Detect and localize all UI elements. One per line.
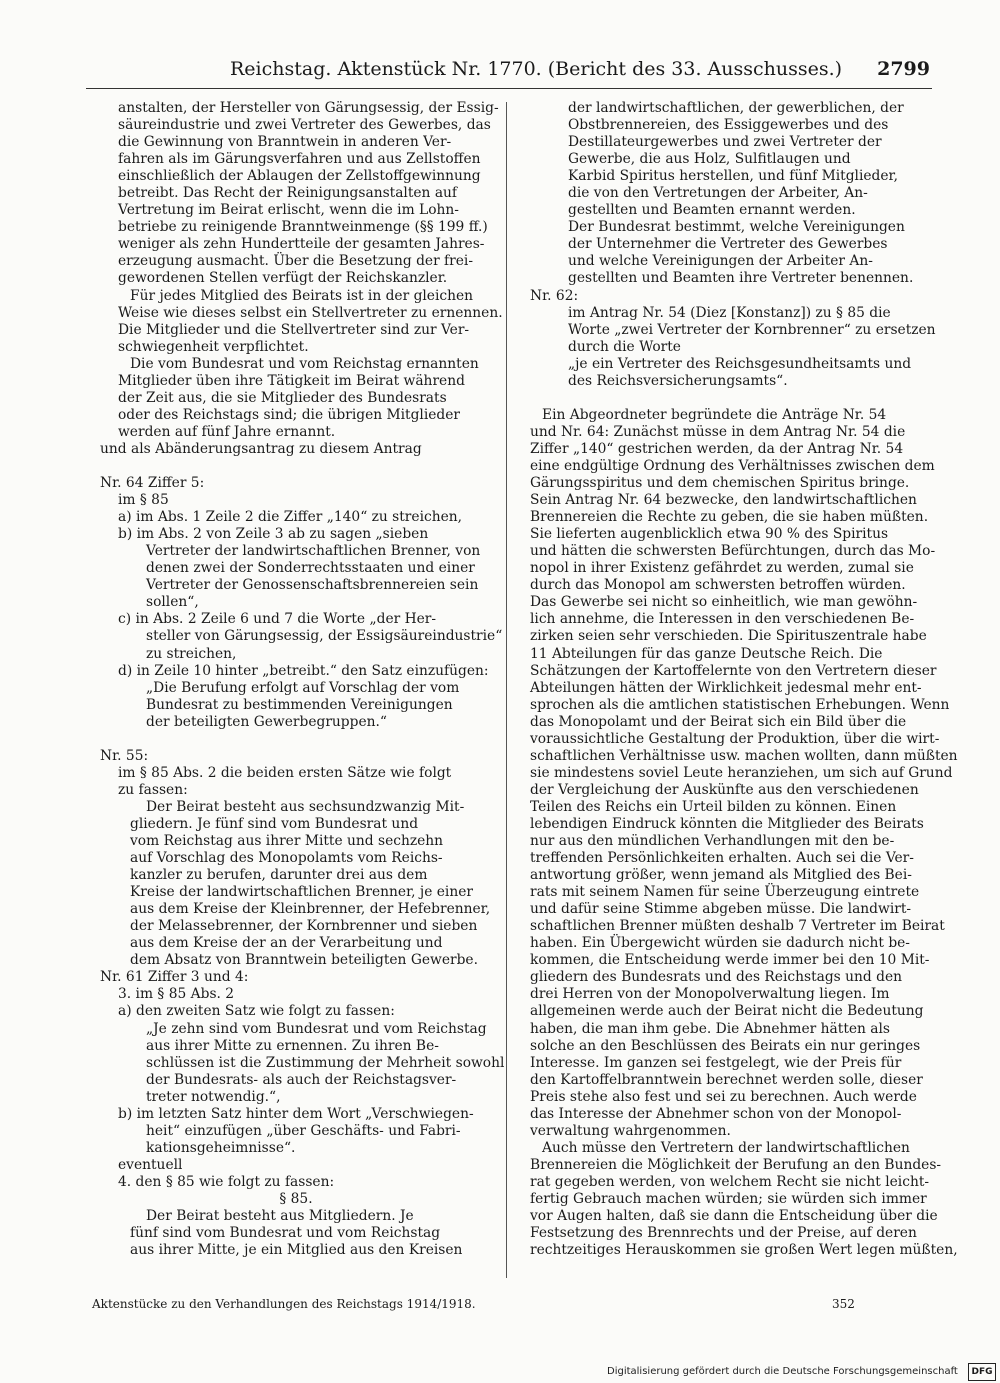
text-line: haben. Ein Übergewicht würden sie dadurch nicht be- — [530, 935, 910, 952]
text-line: im § 85 — [118, 492, 169, 509]
text-line: betriebe zu reinigende Branntweinmenge (§§ 199 ff.) — [118, 219, 488, 236]
text-line: Gärungsspiritus und dem chemischen Spiritus bringe. — [530, 475, 910, 492]
text-line: steller von Gärungsessig, der Essigsäureindustrie“ — [146, 628, 503, 645]
text-line: antwortung größer, wenn jemand als Mitglied des Bei- — [530, 867, 912, 884]
text-line: im Antrag Nr. 54 (Diez [Konstanz]) zu § 85 die — [568, 304, 891, 321]
text-line: Kreise der landwirtschaftlichen Brenner, je einer — [130, 884, 473, 901]
text-line: Sein Antrag Nr. 64 bezwecke, den landwirtschaftlichen — [530, 492, 917, 509]
text-line: sollen“, — [146, 594, 199, 611]
text-line: gliedern. Je fünf sind vom Bundesrat und — [130, 815, 419, 832]
text-line: lich annehme, die Interessen in den verschiedenen Be- — [530, 611, 915, 628]
text-line: dem Absatz von Branntwein beteiligten Gewerbe. — [130, 952, 478, 969]
text-line: Die vom Bundesrat und vom Reichstag ernannten — [130, 355, 479, 372]
text-line: erzeugung ausmacht. Über die Besetzung der frei- — [118, 253, 474, 270]
text-line: Festsetzung des Brennrechts und der Preise, auf deren — [530, 1225, 917, 1242]
text-line: im § 85 Abs. 2 die beiden ersten Sätze wie folgt — [118, 764, 452, 781]
text-line: aus ihrer Mitte, je ein Mitglied aus den Kreisen — [130, 1242, 463, 1259]
text-line: und hätten die schwersten Befürchtungen, durch das Mo- — [530, 543, 936, 560]
text-line: vor Augen halten, daß sie dann die Entscheidung über die — [530, 1208, 938, 1225]
text-line: schwiegenheit verpflichtet. — [118, 338, 309, 355]
text-line: Nr. 61 Ziffer 3 und 4: — [100, 969, 249, 986]
text-line: Preis stehe also fest und sei zu berechnen. Auch werde — [530, 1088, 917, 1105]
text-line: lebendigen Eindruck könnten die Mitglieder des Beirats — [530, 815, 924, 832]
text-line: Interesse. Im ganzen sei festgelegt, wie der Preis für — [530, 1054, 902, 1071]
text-line: gewordenen Stellen verfügt der Reichskanzler. — [118, 270, 448, 287]
text-line: kanzler zu berufen, darunter drei aus dem — [130, 867, 428, 884]
text-line: die Gewinnung von Branntwein in anderen Ver- — [118, 134, 452, 151]
text-line: eine endgültige Ordnung des Verhältnisses zwischen dem — [530, 457, 935, 474]
text-line: die von den Vertretungen der Arbeiter, An- — [568, 185, 868, 202]
text-line: der Bundesrats- als auch der Reichstagsver- — [146, 1071, 457, 1088]
text-line — [100, 458, 492, 475]
text-line: der Melassebrenner, der Kornbrenner und sieben — [130, 918, 478, 935]
text-line — [512, 390, 926, 407]
text-line: kationsgeheimnisse“. — [146, 1139, 296, 1156]
text-line: Gewerbe, die aus Holz, Sulfitlaugen und — [568, 151, 851, 168]
text-line: Teilen des Reichs ein Urteil bilden zu können. Einen — [530, 798, 897, 815]
text-line: nur aus den mündlichen Verhandlungen mit den be- — [530, 833, 895, 850]
text-line: Nr. 62: — [530, 287, 579, 304]
text-line: der Unternehmer die Vertreter des Gewerbes — [568, 236, 888, 253]
text-line: Sie lieferten augenblicklich etwa 90 % des Spiritus — [530, 526, 889, 543]
text-line: auf Vorschlag des Monopolamts vom Reichs- — [130, 850, 443, 867]
text-line: anstalten, der Hersteller von Gärungsessig, der Essig- — [118, 100, 499, 116]
text-line: der landwirtschaftlichen, der gewerblichen, der — [568, 100, 904, 116]
text-line: 3. im § 85 Abs. 2 — [118, 986, 235, 1003]
text-line: voraussichtliche Gestaltung der Produktion, über die wirt- — [530, 730, 940, 747]
digitization-note: Digitalisierung gefördert durch die Deutsche Forschungsgemeinschaft — [607, 1366, 958, 1377]
text-line: a) im Abs. 1 Zeile 2 die Ziffer „140“ zu streichen, — [118, 509, 463, 526]
text-line: der Zeit aus, die sie Mitglieder des Bundesrats — [118, 389, 447, 406]
text-line: und welche Vereinigungen der Arbeiter An- — [568, 253, 873, 270]
text-line: das Interesse der Abnehmer schon von der Monopol- — [530, 1105, 902, 1122]
text-line: fahren als im Gärungsverfahren und aus Zellstoffen — [118, 151, 481, 168]
text-line: und Nr. 64: Zunächst müsse in dem Antrag Nr. 54 die — [530, 423, 906, 440]
text-line: Destillateurgewerbes und zwei Vertreter der — [568, 134, 882, 151]
text-line: Ein Abgeordneter begründete die Anträge Nr. 54 — [542, 406, 887, 423]
text-line: c) in Abs. 2 Zeile 6 und 7 die Worte „der Her- — [118, 611, 437, 628]
text-line: b) im letzten Satz hinter dem Wort „Verschwiegen- — [118, 1105, 474, 1122]
right-column — [512, 100, 958, 1259]
text-line: schlüssen ist die Zustimmung der Mehrheit sowohl — [146, 1054, 505, 1071]
text-line: Das Gewerbe sei nicht so einheitlich, wie man gewöhn- — [530, 594, 918, 611]
text-line: § 85. — [279, 1191, 313, 1207]
text-line: zu streichen, — [146, 645, 237, 662]
text-line: treter notwendig.“, — [146, 1088, 281, 1105]
column-divider — [506, 102, 507, 1278]
text-line: Obstbrennereien, des Essiggewerbes und des — [568, 117, 889, 134]
text-line: „Die Berufung erfolgt auf Vorschlag der vom — [146, 679, 460, 696]
text-line: Der Beirat besteht aus sechsundzwanzig Mit- — [146, 798, 465, 815]
text-line: drei Herren von der Monopolverwaltung liegen. Im — [530, 986, 890, 1003]
text-line: Die Mitglieder und die Stellvertreter sind zur Ver- — [118, 321, 470, 338]
text-line: Ziffer „140“ gestrichen werden, da der Antrag Nr. 54 — [530, 440, 904, 457]
text-line: rat gegeben werden, von welchem Recht sie nicht leicht- — [530, 1173, 930, 1190]
text-line: des Reichsversicherungsamts“. — [568, 372, 788, 389]
text-line: durch das Monopol am schwersten betroffen würden. — [530, 577, 906, 594]
text-line: Brennereien die Möglichkeit der Berufung an den Bundes- — [530, 1156, 942, 1173]
text-line: und als Abänderungsantrag zu diesem Antrag — [100, 440, 422, 457]
text-line: durch die Worte — [568, 338, 681, 355]
text-line: eventuell — [118, 1156, 183, 1173]
text-line: Bundesrat zu bestimmenden Vereinigungen — [146, 696, 453, 713]
text-line: oder des Reichstags sind; die übrigen Mitglieder — [118, 406, 461, 423]
text-line: „Je zehn sind vom Bundesrat und vom Reichstag — [146, 1020, 487, 1037]
text-line: verwaltung wahrgenommen. — [530, 1122, 731, 1139]
text-line: gestellten und Beamten ihre Vertreter benennen. — [568, 270, 914, 287]
page-header — [230, 58, 930, 84]
text-line: Nr. 64 Ziffer 5: — [100, 475, 205, 492]
text-line: schaftlichen Verhältnisse usw. machen wollten, dann müßten — [530, 747, 958, 764]
page-number: 2799 — [877, 58, 930, 80]
text-line: solche an den Beschlüssen des Beirats ein nur geringes — [530, 1037, 921, 1054]
text-line: vom Reichstag aus ihrer Mitte und sechzehn — [130, 833, 444, 850]
text-line: den Kartoffelbranntwein berechnet werden solle, dieser — [530, 1071, 923, 1088]
text-line: Mitglieder üben ihre Tätigkeit im Beirat während — [118, 372, 465, 389]
text-line: zirken seien sehr verschieden. Die Spirituszentrale habe — [530, 628, 927, 645]
header-rule — [86, 88, 932, 89]
text-line: rats mit seinem Namen für seine Überzeugung eintrete — [530, 884, 920, 901]
text-line: kommen, die Entscheidung werde immer bei den 10 Mit- — [530, 952, 930, 969]
text-line: fünf sind vom Bundesrat und vom Reichstag — [130, 1225, 441, 1242]
text-line: haben, die man ihm gebe. Die Abnehmer hätten als — [530, 1020, 891, 1037]
text-line: Auch müsse den Vertretern der landwirtschaftlichen — [542, 1139, 910, 1156]
dfg-logo: DFG — [968, 1363, 996, 1381]
text-line: und dafür seine Stimme abgeben müsse. Die landwirt- — [530, 901, 912, 918]
footer-source: Aktenstücke zu den Verhandlungen des Reichstags 1914/1918. — [92, 1297, 476, 1311]
text-line: Der Bundesrat bestimmt, welche Vereinigungen — [568, 219, 905, 236]
text-line: fertig Gebrauch machen würden; sie würden sich immer — [530, 1191, 927, 1207]
text-line: Weise wie dieses selbst ein Stellvertreter zu ernennen. — [118, 304, 503, 321]
text-line: Schätzungen der Kartoffelernte von den Vertretern dieser — [530, 662, 937, 679]
text-line: „je ein Vertreter des Reichsgesundheitsamts und — [568, 355, 912, 372]
text-line: der beteiligten Gewerbegruppen.“ — [146, 713, 387, 730]
text-line: sie mindestens soviel Leute heranziehen, um sich auf Grund — [530, 764, 953, 781]
footer-sheet-number: 352 — [832, 1297, 855, 1311]
text-line: Vertreter der landwirtschaftlichen Brenner, von — [146, 543, 481, 560]
text-line: Vertreter der Genossenschaftsbrennereien sein — [146, 577, 479, 594]
text-line: betreibt. Das Recht der Reinigungsanstalten auf — [118, 185, 458, 202]
text-line: Worte „zwei Vertreter der Kornbrenner“ zu ersetzen — [568, 321, 936, 338]
text-line: Für jedes Mitglied des Beirats ist in der gleichen — [130, 287, 474, 304]
text-line: treffenden Persönlichkeiten erhalten. Auch sei die Ver- — [530, 850, 914, 867]
text-line: sprochen als die amtlichen statistischen Erhebungen. Wenn — [530, 696, 950, 713]
text-line: Abteilungen hätten der Wirklichkeit jedesmal mehr ent- — [530, 679, 922, 696]
text-line: das Monopolamt und der Beirat sich ein Bild über die — [530, 713, 907, 730]
text-line: rechtzeitiges Herauskommen sie großen Wert legen müßten, — [530, 1242, 958, 1259]
text-line: aus dem Kreise der an der Verarbeitung und — [130, 935, 443, 952]
text-line: d) in Zeile 10 hinter „betreibt.“ den Satz einzufügen: — [118, 662, 489, 679]
left-column — [100, 100, 505, 1259]
text-line: 11 Abteilungen für das ganze Deutsche Reich. Die — [530, 645, 883, 662]
text-line: Karbid Spiritus herstellen, und fünf Mitglieder, — [568, 168, 898, 185]
text-line: säureindustrie und zwei Vertreter des Gewerbes, das — [118, 117, 491, 134]
text-line: der Vergleichung der Auskünfte aus den verschiedenen — [530, 781, 919, 798]
running-title: Reichstag. Aktenstück Nr. 1770. (Bericht des 33. Ausschusses.) — [230, 58, 843, 80]
text-line: gliedern des Bundesrats und des Reichstags und den — [530, 969, 903, 986]
text-line: aus dem Kreise der Kleinbrenner, der Hefebrenner, — [130, 901, 491, 918]
text-line: denen zwei der Sonderrechtsstaaten und einer — [146, 560, 475, 577]
text-line: weniger als zehn Hundertteile der gesamten Jahres- — [118, 236, 485, 253]
text-line: Vertretung im Beirat erlischt, wenn die im Lohn- — [118, 202, 459, 219]
text-line: Brennereien die Rechte zu geben, die sie haben müßten. — [530, 509, 929, 526]
text-line: schaftlichen Brenner müßten deshalb 7 Vertreter im Beirat — [530, 918, 945, 935]
text-line: a) den zweiten Satz wie folgt zu fassen: — [118, 1003, 395, 1020]
text-line: b) im Abs. 2 von Zeile 3 ab zu sagen „sieben — [118, 526, 429, 543]
text-line: allgemeinen werde auch der Beirat nicht die Bedeutung — [530, 1003, 924, 1020]
text-line — [100, 731, 492, 748]
text-line: heit“ einzufügen „über Geschäfts- und Fabri- — [146, 1122, 461, 1139]
text-line: Nr. 55: — [100, 747, 149, 764]
text-line: einschließlich der Ablaugen der Zellstoffgewinnung — [118, 168, 481, 185]
text-line: Der Beirat besteht aus Mitgliedern. Je — [146, 1208, 414, 1225]
text-line: gestellten und Beamten ernannt werden. — [568, 202, 856, 219]
text-line: aus ihrer Mitte zu ernennen. Zu ihren Be- — [146, 1037, 439, 1054]
text-line: 4. den § 85 wie folgt zu fassen: — [118, 1173, 335, 1190]
text-line: zu fassen: — [118, 781, 188, 798]
text-line: nopol in ihrer Existenz gefährdet zu werden, zumal sie — [530, 560, 914, 577]
text-line: werden auf fünf Jahre ernannt. — [118, 423, 336, 440]
